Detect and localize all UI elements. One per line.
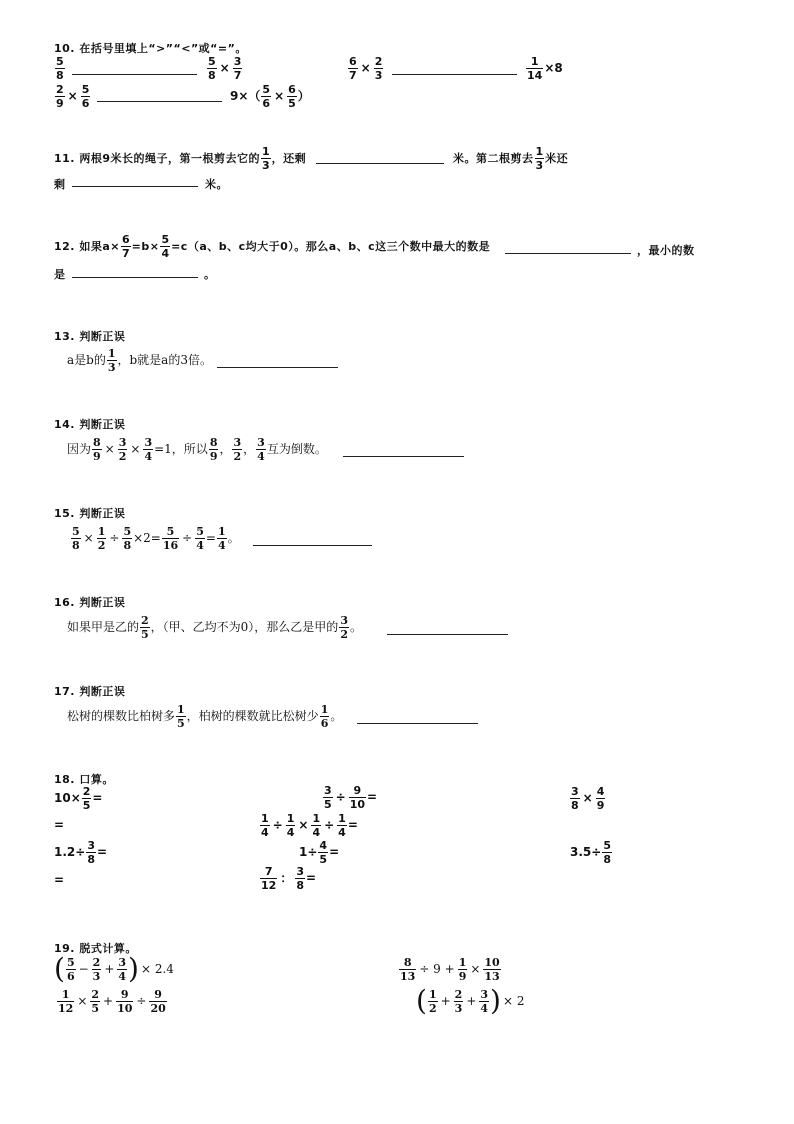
fraction <box>140 615 150 640</box>
expr-suffix: = <box>96 845 108 859</box>
q10-r2-mid-expr <box>230 84 310 109</box>
denominator: 3 <box>374 69 383 82</box>
denominator: 2 <box>340 628 348 641</box>
fraction <box>162 526 179 551</box>
numerator: 2 <box>56 83 64 96</box>
fraction <box>143 437 153 462</box>
fraction <box>260 813 270 838</box>
fraction <box>399 957 416 982</box>
q11-text: 米。第二根剪去 <box>453 152 534 165</box>
fraction <box>122 526 132 551</box>
fraction <box>483 957 500 982</box>
denominator: 5 <box>288 97 296 110</box>
q11-text: 米还 <box>545 152 569 165</box>
denominator: 4 <box>217 539 226 552</box>
q11-line-1 <box>54 146 306 171</box>
numerator: 10 <box>484 956 500 969</box>
paren: ) <box>490 984 501 1017</box>
q19-expr-b <box>398 957 502 982</box>
numerator: 1 <box>217 525 226 538</box>
numerator: 1 <box>97 525 106 538</box>
denominator: 3 <box>107 361 116 374</box>
denominator: 9 <box>209 450 218 463</box>
denominator: 3 <box>535 159 544 172</box>
numerator: 5 <box>56 55 64 68</box>
q15-text: 。 <box>227 531 240 545</box>
fraction <box>55 56 65 81</box>
numerator: 1 <box>177 703 185 716</box>
denominator: 6 <box>262 97 271 110</box>
q13-text: a是b的 <box>67 353 106 367</box>
q18-item-e <box>54 840 107 865</box>
numerator: 8 <box>93 436 101 449</box>
denominator: 8 <box>87 853 95 866</box>
denominator: 4 <box>257 450 265 463</box>
fraction <box>149 989 166 1014</box>
denominator: 4 <box>312 826 321 839</box>
q14-title: 14. 判断正误 <box>54 418 126 431</box>
q16-text: 如果甲是乙的 <box>67 620 140 634</box>
q19-expr-d <box>416 984 526 1017</box>
fraction <box>318 840 328 865</box>
operator: = <box>205 531 216 545</box>
operator: × <box>83 531 94 545</box>
q11-line-1b <box>453 146 568 171</box>
q12-text: =b× <box>131 240 160 253</box>
numerator: 5 <box>161 233 170 246</box>
denominator: 8 <box>296 879 304 892</box>
expr-suffix: ） <box>297 89 310 103</box>
fraction <box>339 615 349 640</box>
fraction <box>195 526 205 551</box>
fraction <box>526 56 543 81</box>
expr-prefix: 1.2÷ <box>54 845 86 859</box>
fraction <box>374 56 384 81</box>
fraction <box>261 146 271 171</box>
numerator: 1 <box>61 988 70 1001</box>
q17-statement <box>67 704 342 729</box>
numerator: 8 <box>209 436 218 449</box>
q19-expr-a <box>54 952 176 985</box>
operator: + <box>466 993 477 1008</box>
denominator: 10 <box>117 1002 133 1015</box>
numerator: 4 <box>319 839 328 852</box>
numerator: 5 <box>166 525 175 538</box>
q10-title: 10. 在括号里填上“>”“<”或“=”。 <box>54 42 247 55</box>
numerator: 1 <box>338 812 346 825</box>
fraction <box>535 146 545 171</box>
q15-answer-blank[interactable] <box>253 545 372 546</box>
separator: ， <box>243 442 256 456</box>
operator: − <box>78 961 89 976</box>
q19-expr-c <box>56 989 168 1014</box>
numerator: 5 <box>208 55 216 68</box>
q11-text-e: 剩 <box>54 178 66 191</box>
q10-blank-1[interactable] <box>72 74 197 75</box>
fraction <box>117 957 127 982</box>
fraction <box>260 866 277 891</box>
q11-text-f: 米。 <box>205 178 228 191</box>
fraction <box>118 437 128 462</box>
q12-text-d: ，最小的数 <box>637 244 695 257</box>
q18-item-a <box>54 786 102 811</box>
q18-eq-1: = <box>54 818 65 832</box>
fraction <box>602 840 612 865</box>
operator: ÷ <box>136 994 147 1008</box>
q14-answer-blank[interactable] <box>343 456 464 457</box>
denominator: 9 <box>596 799 605 812</box>
denominator: 4 <box>480 1001 489 1015</box>
numerator: 5 <box>66 955 75 969</box>
fraction <box>261 84 271 109</box>
q10-blank-3[interactable] <box>97 101 222 102</box>
denominator: 14 <box>527 69 543 82</box>
operator: + <box>103 994 114 1008</box>
denominator: 3 <box>454 1001 463 1015</box>
denominator: 2 <box>97 539 106 552</box>
numerator: 6 <box>121 233 130 246</box>
fraction <box>232 437 242 462</box>
q12-blank-1[interactable] <box>505 253 631 254</box>
q11-blank-1[interactable] <box>316 163 444 164</box>
expr-suffix: = <box>367 790 378 804</box>
numerator: 3 <box>480 987 489 1001</box>
numerator: 3 <box>296 865 304 878</box>
denominator: 2 <box>428 1001 437 1015</box>
q15-statement <box>70 526 240 551</box>
numerator: 3 <box>340 614 348 627</box>
fraction <box>66 957 76 982</box>
numerator: 5 <box>603 839 611 852</box>
q18-title: 18. 口算。 <box>54 773 114 786</box>
fraction <box>233 56 243 81</box>
fraction <box>57 989 74 1014</box>
operator: ÷ <box>335 790 346 804</box>
q12-text: 12. 如果a× <box>54 240 120 253</box>
denominator: 5 <box>141 628 149 641</box>
numerator: 5 <box>72 525 80 538</box>
denominator: 16 <box>162 539 179 552</box>
numerator: 1 <box>530 55 539 68</box>
q18-item-d <box>259 813 358 838</box>
fraction <box>295 866 305 891</box>
numerator: 1 <box>261 812 269 825</box>
denominator: 4 <box>144 450 153 463</box>
numerator: 1 <box>261 145 270 158</box>
operator: × <box>274 89 285 103</box>
numerator: 9 <box>154 988 162 1001</box>
denominator: 13 <box>400 970 416 983</box>
denominator: 9 <box>56 97 64 110</box>
numerator: 3 <box>571 785 579 798</box>
q14-text: 因为 <box>67 442 92 456</box>
operator: ÷ <box>324 818 335 832</box>
numerator: 3 <box>118 955 127 969</box>
numerator: 5 <box>262 83 271 96</box>
numerator: 2 <box>92 955 101 969</box>
q18-item-h <box>259 866 316 891</box>
q16-text: ，（甲、乙均不为0），那么乙是甲的 <box>150 620 339 634</box>
denominator: 7 <box>233 69 242 82</box>
numerator: 2 <box>91 988 100 1001</box>
q16-text: 。 <box>349 620 362 634</box>
fraction <box>287 84 297 109</box>
denominator: 3 <box>92 969 101 983</box>
expr-prefix: 9×（ <box>230 89 261 103</box>
numerator: 3 <box>257 436 265 449</box>
q17-text: 松树的棵数比柏树多 <box>67 709 176 723</box>
denominator: 7 <box>121 247 130 260</box>
numerator: 6 <box>349 55 357 68</box>
q17-text: 。 <box>330 709 343 723</box>
q13-statement <box>67 348 212 373</box>
numerator: 2 <box>82 785 91 798</box>
operator: × <box>67 89 78 103</box>
numerator: 3 <box>233 55 242 68</box>
operator: ÷ <box>109 531 120 545</box>
q12-blank-2[interactable] <box>72 277 198 278</box>
fraction <box>454 989 464 1014</box>
numerator: 8 <box>403 956 412 969</box>
numerator: 5 <box>123 525 132 538</box>
denominator: 8 <box>56 69 64 82</box>
numerator: 3 <box>324 784 332 797</box>
expr-suffix: = <box>329 845 340 859</box>
q12-text-f: 。 <box>204 268 216 281</box>
fraction <box>97 526 107 551</box>
q11-blank-2[interactable] <box>72 186 198 187</box>
fraction <box>81 84 91 109</box>
numerator: 1 <box>107 347 116 360</box>
numerator: 3 <box>233 436 242 449</box>
q19-title: 19. 脱式计算。 <box>54 942 137 955</box>
q18-item-b <box>322 785 377 810</box>
denominator: 6 <box>81 97 90 110</box>
numerator: 1 <box>320 703 329 716</box>
operator: × <box>582 791 593 805</box>
q10-r1-mid-expr <box>206 56 243 81</box>
denominator: 5 <box>319 853 328 866</box>
q17-answer-blank[interactable] <box>357 723 478 724</box>
denominator: 8 <box>571 799 579 812</box>
denominator: 5 <box>91 1002 100 1015</box>
denominator: 2 <box>118 450 127 463</box>
fraction <box>337 813 347 838</box>
operator: × <box>219 61 230 75</box>
q12-text: =c（a、b、c均大于0）。那么a、b、c这三个数中最大的数是 <box>171 240 491 253</box>
fraction <box>458 957 468 982</box>
q18-eq-2: = <box>54 873 65 887</box>
fraction <box>209 437 219 462</box>
fraction <box>348 56 358 81</box>
numerator: 1 <box>286 812 295 825</box>
q18-item-c <box>569 786 606 811</box>
q10-blank-2[interactable] <box>392 74 517 75</box>
expr-suffix: × 2 <box>502 993 525 1008</box>
q14-text: 互为倒数。 <box>266 442 327 456</box>
expr-tail: ×8 <box>544 61 563 75</box>
q13-title: 13. 判断正误 <box>54 330 126 343</box>
operator: + <box>104 961 115 976</box>
denominator: 12 <box>58 1002 74 1015</box>
numerator: 3 <box>118 436 127 449</box>
q14-statement <box>67 437 327 462</box>
numerator: 2 <box>141 614 149 627</box>
denominator: 10 <box>349 798 366 811</box>
fraction <box>323 785 333 810</box>
numerator: 1 <box>428 987 437 1001</box>
denominator: 12 <box>261 879 277 892</box>
expr-prefix: 3.5÷ <box>570 845 602 859</box>
numerator: 2 <box>374 55 383 68</box>
fraction <box>176 704 186 729</box>
denominator: 4 <box>118 969 127 983</box>
separator: ， <box>219 442 232 456</box>
q16-answer-blank[interactable] <box>387 634 508 635</box>
fraction <box>107 348 117 373</box>
fraction <box>256 437 266 462</box>
operator: × <box>130 442 141 456</box>
numerator: 9 <box>353 784 362 797</box>
denominator: 20 <box>150 1002 166 1015</box>
denominator: 8 <box>603 853 611 866</box>
expr-prefix: 1÷ <box>299 845 318 859</box>
fraction <box>217 526 227 551</box>
numerator: 1 <box>458 956 467 969</box>
fraction <box>82 786 92 811</box>
q17-title: 17. 判断正误 <box>54 685 126 698</box>
operator: × <box>104 442 115 456</box>
denominator: 4 <box>161 247 170 260</box>
denominator: 8 <box>208 69 216 82</box>
operator: ÷ <box>272 818 283 832</box>
paren: ( <box>416 984 427 1017</box>
q17-text: ，柏树的棵数就比松树少 <box>186 709 319 723</box>
numerator: 1 <box>312 812 321 825</box>
fraction <box>570 786 580 811</box>
denominator: 4 <box>338 826 346 839</box>
fraction <box>311 813 321 838</box>
fraction <box>121 234 131 259</box>
numerator: 6 <box>288 83 296 96</box>
denominator: 13 <box>484 970 500 983</box>
fraction <box>86 840 96 865</box>
denominator: 4 <box>286 826 295 839</box>
operator: ÷ <box>182 531 193 545</box>
fraction <box>116 989 133 1014</box>
q11-text: 11. 两根9米长的绳子，第一根剪去它的 <box>54 152 260 165</box>
expr-suffix: × 2.4 <box>140 961 174 976</box>
q11-text: ，还剩 <box>271 152 307 165</box>
operator: × <box>470 962 481 976</box>
q12-text-e: 是 <box>54 268 66 281</box>
numerator: 1 <box>535 145 544 158</box>
numerator: 5 <box>196 525 204 538</box>
denominator: 2 <box>233 450 242 463</box>
q16-title: 16. 判断正误 <box>54 596 126 609</box>
q13-text: ，b就是a的3倍。 <box>117 353 212 367</box>
numerator: 2 <box>454 987 463 1001</box>
fraction <box>286 813 296 838</box>
fraction <box>92 437 102 462</box>
q18-item-f <box>299 840 339 865</box>
denominator: 7 <box>349 69 357 82</box>
q16-statement <box>67 615 362 640</box>
operator: ： <box>280 871 293 885</box>
numerator: 3 <box>87 839 95 852</box>
denominator: 9 <box>93 450 101 463</box>
operator: × <box>77 994 88 1008</box>
fraction <box>55 84 65 109</box>
q10-r1-left-expr <box>54 56 66 81</box>
fraction <box>428 989 438 1014</box>
paren: ) <box>128 952 139 985</box>
q10-r1-far-expr <box>525 56 563 81</box>
fraction <box>90 989 100 1014</box>
q10-r2-left-expr <box>54 84 91 109</box>
denominator: 3 <box>261 159 270 172</box>
numerator: 9 <box>120 988 129 1001</box>
operator: × <box>298 818 309 832</box>
denominator: 6 <box>66 969 75 983</box>
numerator: 5 <box>81 83 90 96</box>
q14-text: =1，所以 <box>154 442 208 456</box>
denominator: 5 <box>177 717 185 730</box>
denominator: 6 <box>320 717 329 730</box>
q12-line-1 <box>54 234 490 259</box>
denominator: 8 <box>123 539 132 552</box>
q10-r1-right-expr <box>347 56 384 81</box>
fraction <box>160 234 170 259</box>
denominator: 9 <box>458 970 467 983</box>
q15-text: ×2= <box>133 531 161 545</box>
q18-item-g <box>570 840 613 865</box>
fraction <box>479 989 489 1014</box>
operator: ÷ 9 + <box>419 962 455 976</box>
denominator: 5 <box>82 799 91 812</box>
fraction <box>207 56 217 81</box>
fraction <box>92 957 102 982</box>
fraction <box>320 704 330 729</box>
denominator: 8 <box>72 539 80 552</box>
expr-suffix: = <box>305 871 317 885</box>
expr-prefix: 10× <box>54 791 81 805</box>
denominator: 4 <box>196 539 204 552</box>
expr-suffix: = <box>347 818 358 832</box>
denominator: 4 <box>261 826 269 839</box>
numerator: 7 <box>264 865 273 878</box>
q13-answer-blank[interactable] <box>217 367 338 368</box>
operator: × <box>360 61 371 75</box>
paren: ( <box>54 952 65 985</box>
numerator: 4 <box>596 785 605 798</box>
fraction <box>71 526 81 551</box>
operator: + <box>440 993 451 1008</box>
q15-title: 15. 判断正误 <box>54 507 126 520</box>
fraction <box>596 786 606 811</box>
fraction <box>349 785 366 810</box>
expr-suffix: = <box>92 791 103 805</box>
numerator: 3 <box>144 436 153 449</box>
denominator: 5 <box>324 798 332 811</box>
